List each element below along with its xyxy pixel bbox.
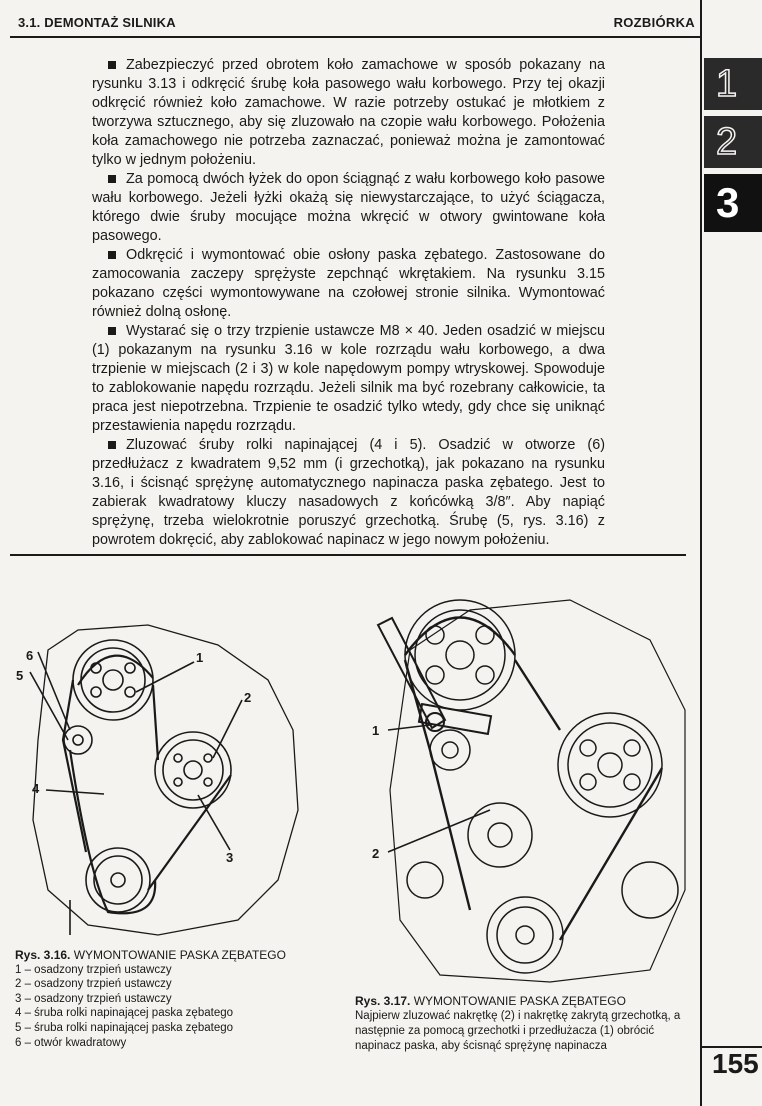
figure-3-16-number: Rys. 3.16. bbox=[15, 948, 71, 962]
section-title: 3.1. DEMONTAŻ SILNIKA bbox=[18, 15, 176, 30]
figure-3-16-label-1: 1 bbox=[196, 650, 204, 665]
legend-item: 6 – otwór kwadratowy bbox=[15, 1036, 127, 1049]
paragraph: Zabezpieczyć przed obrotem koło zamachowe w sposób pokazany na rysunku 3.13 i odkręcić śrubę koła pasowego wału korbowego. Przy tej okazji odkręcić również koło zamachowe. W razie potrzeby ostukać je młotkiem z tworzywa sztucznego, aby się zluzowało na czopie wału korbowego. Położenia koła zamachowego nie potrzeba zaznaczać, ponieważ można je zamontować tylko w jednym położeniu. bbox=[92, 57, 605, 168]
page-number: 155 bbox=[712, 1048, 759, 1079]
figure-3-17-label-1: 1 bbox=[372, 723, 380, 738]
bullet-icon bbox=[108, 175, 116, 183]
chapter-tabs bbox=[704, 58, 762, 238]
figure-3-16-label-3: 3 bbox=[226, 850, 234, 865]
figure-3-16-title bbox=[15, 948, 335, 963]
figure-3-17-number: Rys. 3.17. bbox=[355, 994, 411, 1008]
chapter-tab-2[interactable]: 2 bbox=[704, 116, 762, 168]
paragraph: Za pomocą dwóch łyżek do opon ściągnąć z wału korbowego koło pasowe wału korbowego. Jeżeli łyżki okażą się niewystarczające, to użyć ściągacza, którego dwie śruby mocujące można wkręcić w otwory gwintowane koła pasowego. bbox=[92, 171, 605, 244]
figure-3-17-text: Najpierw zluzować nakrętkę (2) i nakrętkę zakrytą grzechotką, a następnie za pomocą grzechotki i przedłużacza (1) obrócić napinacz paska, aby ścisnąć sprężynę napinacza bbox=[355, 1010, 681, 1052]
chapter-tab-3[interactable]: 3 bbox=[704, 174, 762, 232]
body-text bbox=[92, 56, 605, 550]
figure-3-16-label-5: 5 bbox=[16, 668, 24, 683]
category-title: ROZBIÓRKA bbox=[613, 15, 695, 30]
legend-item: 1 – osadzony trzpień ustawczy bbox=[15, 963, 172, 976]
margin-rule bbox=[700, 0, 702, 1106]
figure-3-17-label-2: 2 bbox=[372, 846, 380, 861]
section-separator bbox=[10, 554, 686, 556]
figure-3-16-drawing bbox=[8, 590, 308, 940]
page-header bbox=[0, 0, 700, 40]
bullet-icon bbox=[108, 327, 116, 335]
bullet-icon bbox=[108, 61, 116, 69]
paragraph: Odkręcić i wymontować obie osłony paska zębatego. Zastosowane do zamocowania zaczepy sprężyste zepchnąć wkrętakiem. Na rysunku 3.15 pokazano części wymontowywane na czołowej stronie silnika. Wymontować również dolną osłonę. bbox=[92, 247, 605, 320]
legend-item: 3 – osadzony trzpień ustawczy bbox=[15, 992, 172, 1005]
bullet-icon bbox=[108, 251, 116, 259]
chapter-tab-1[interactable]: 1 bbox=[704, 58, 762, 110]
figure-3-16-label-6: 6 bbox=[26, 648, 34, 663]
header-rule bbox=[10, 36, 700, 38]
figure-3-17-drawing bbox=[350, 590, 690, 985]
legend-item: 2 – osadzony trzpień ustawczy bbox=[15, 978, 172, 991]
paragraph: Wystarać się o trzy trzpienie ustawcze M8 × 40. Jeden osadzić w miejscu (1) pokazanym na rysunku 3.16 w kole rozrządu wału korbowego, a dwa trzpienie w miejscach (2 i 3) w kole napędowym pompy wtryskowej. Spowoduje to zablokowanie napędu rozrządu. Jeżeli silnik ma być rozebrany całkowicie, ta praca jest niepotrzebna. Trzpienie te osadzić tylko wtedy, gdy chce się uniknąć przestawienia napędu rozrządu. bbox=[92, 323, 605, 434]
figure-3-17-caption bbox=[355, 994, 690, 1054]
figure-3-16-title-text: WYMONTOWANIE PASKA ZĘBATEGO bbox=[73, 948, 286, 962]
figure-3-16-label-2: 2 bbox=[244, 690, 252, 705]
figure-3-17-title bbox=[355, 994, 690, 1009]
legend-item: 5 – śruba rolki napinającej paska zębatego bbox=[15, 1021, 234, 1034]
figure-3-16-caption bbox=[15, 948, 335, 1050]
figure-3-17-title-text: WYMONTOWANIE PASKA ZĘBATEGO bbox=[413, 994, 626, 1008]
legend-item: 4 – śruba rolki napinającej paska zębatego bbox=[15, 1007, 234, 1020]
bullet-icon bbox=[108, 441, 116, 449]
paragraph: Zluzować śruby rolki napinającej (4 i 5). Osadzić w otworze (6) przedłużacz z kwadratem 9,52 mm (i grzechotką), jak pokazano na rysunku 3.16, i ścisnąć sprężynę automatycznego napinacza paska zębatego. Jest to zabierak kwadratowy kluczy nasadowych z końcówką 3/8″. Aby napiąć sprężynę, trzeba wielokrotnie poruszyć grzechotką. Śrubę (5, rys. 3.16) z powrotem dokręcić, aby zablokować napinacz w jego nowym położeniu. bbox=[92, 437, 605, 548]
figure-3-16-label-4: 4 bbox=[32, 781, 40, 796]
